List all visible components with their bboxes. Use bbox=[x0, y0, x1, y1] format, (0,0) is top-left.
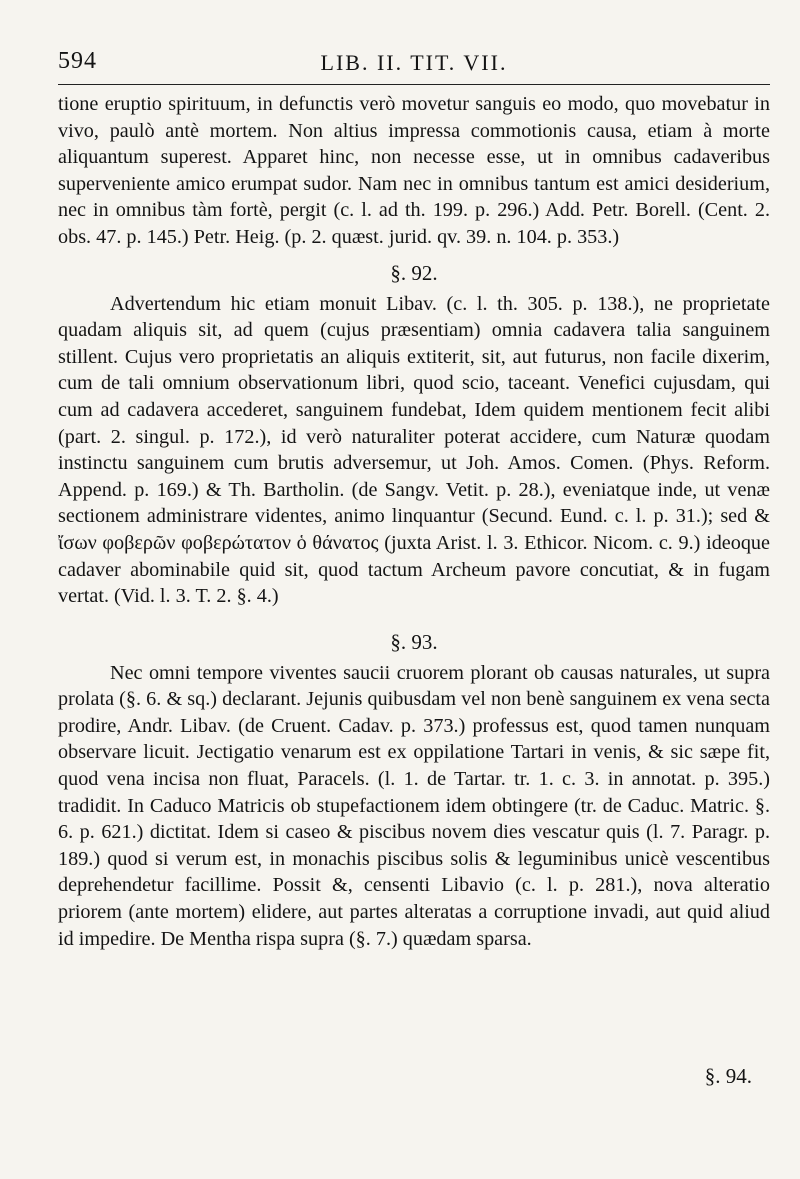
paragraph-section-92: Advertendum hic etiam monuit Libav. (c. l. th. 305. p. 138.), ne proprietate quadam aliquis sit, ad quem (cujus præsentiam) omnia cadavera talia sanguinem stillent. Cujus vero proprietatis an aliquis extiterit, sit, aut futurus, non facile dixerim, cum de tali omnium observationum libri, quod scio, taceant. Venefici cujusdam, qui cum ad cadavera accederet, sanguinem fundebat, Idem quidem mentionem fecit alibi (part. 2. singul. p. 172.), id verò naturaliter poterat accidere, cum Naturæ quodam instinctu sanguinem cum brutis adversemur, ut Joh. Amos. Comen. (Phys. Reform. Append. p. 169.) & Th. Bartholin. (de Sangv. Vetit. p. 28.), eveniatque inde, ut venæ sectionem administrare videntes, animo linquantur (Secund. Eund. c. l. p. 31.); sed & ἴσων φοβερῶν φοβερώτατον ὁ θάνατος (juxta Arist. l. 3. Ethicor. Nicom. c. 9.) ideoque cadaver abominabile quid sit, quod tactum Archeum pavore concutiat, & in fugam vertat. (Vid. l. 3. T. 2. §. 4.) bbox=[58, 292, 770, 608]
paragraph-continued: tione eruptio spirituum, in defunctis verò movetur sanguis eo modo, quo movebatur in vivo, paulò antè mortem. Non altius impressa commotionis causa, etiam à morte aliquantum superest. Apparet hinc, non necesse esse, ut in omnibus cadaveribus superveniente amico erumpat sudor. Nam nec in omnibus tantum est amici desiderium, nec in omnibus tàm fortè, pergit (c. l. ad th. 199. p. 296.) Add. Petr. Borell. (Cent. 2. obs. 47. p. 145.) Petr. Heig. (p. 2. quæst. jurid. qv. 39. n. 104. p. 353.) bbox=[58, 93, 770, 248]
section-heading-92: §. 92. bbox=[390, 260, 438, 285]
catchword: §. 94. bbox=[704, 1064, 752, 1088]
paragraph-section-93: Nec omni tempore viventes saucii cruorem plorant ob causas naturales, ut supra prolata (§. 6. & sq.) declarant. Jejunis quibusdam vel non benè sanguinem ex vena secta prodire, Andr. Libav. (de Cruent. Cadav. p. 373.) professus est, quod tamen nunquam observare licuit. Jectigatio venarum est ex oppilatione Tartari in venis, & sic sæpe fit, quod vena incisa non fluat, Paracels. (l. 1. de Tartar. tr. 1. c. 3. in annotat. p. 395.) tradidit. In Caduco Matricis ob stupefactionem idem obtingere (tr. de Caduc. Matric. §. 6. p. 621.) dictitat. Idem si caseo & piscibus novem dies vescatur quis (l. 7. Paragr. p. 189.) quod si verum est, in monachis piscibus solis & leguminibus unicè vescentibus deprehendetur facillime. Possit &, censenti Libavio (c. l. p. 281.), nova alteratio priorem (ante mortem) elidere, aut partes alteratas a corruptione invadi, aut quid aliud id impedire. De Mentha rispa supra (§. 7.) quædam sparsa. bbox=[58, 661, 770, 950]
running-title: LIB. II. TIT. VII. bbox=[320, 50, 508, 75]
section-heading-93: §. 93. bbox=[390, 629, 438, 654]
running-head bbox=[58, 44, 770, 85]
page-number: 594 bbox=[58, 48, 97, 74]
